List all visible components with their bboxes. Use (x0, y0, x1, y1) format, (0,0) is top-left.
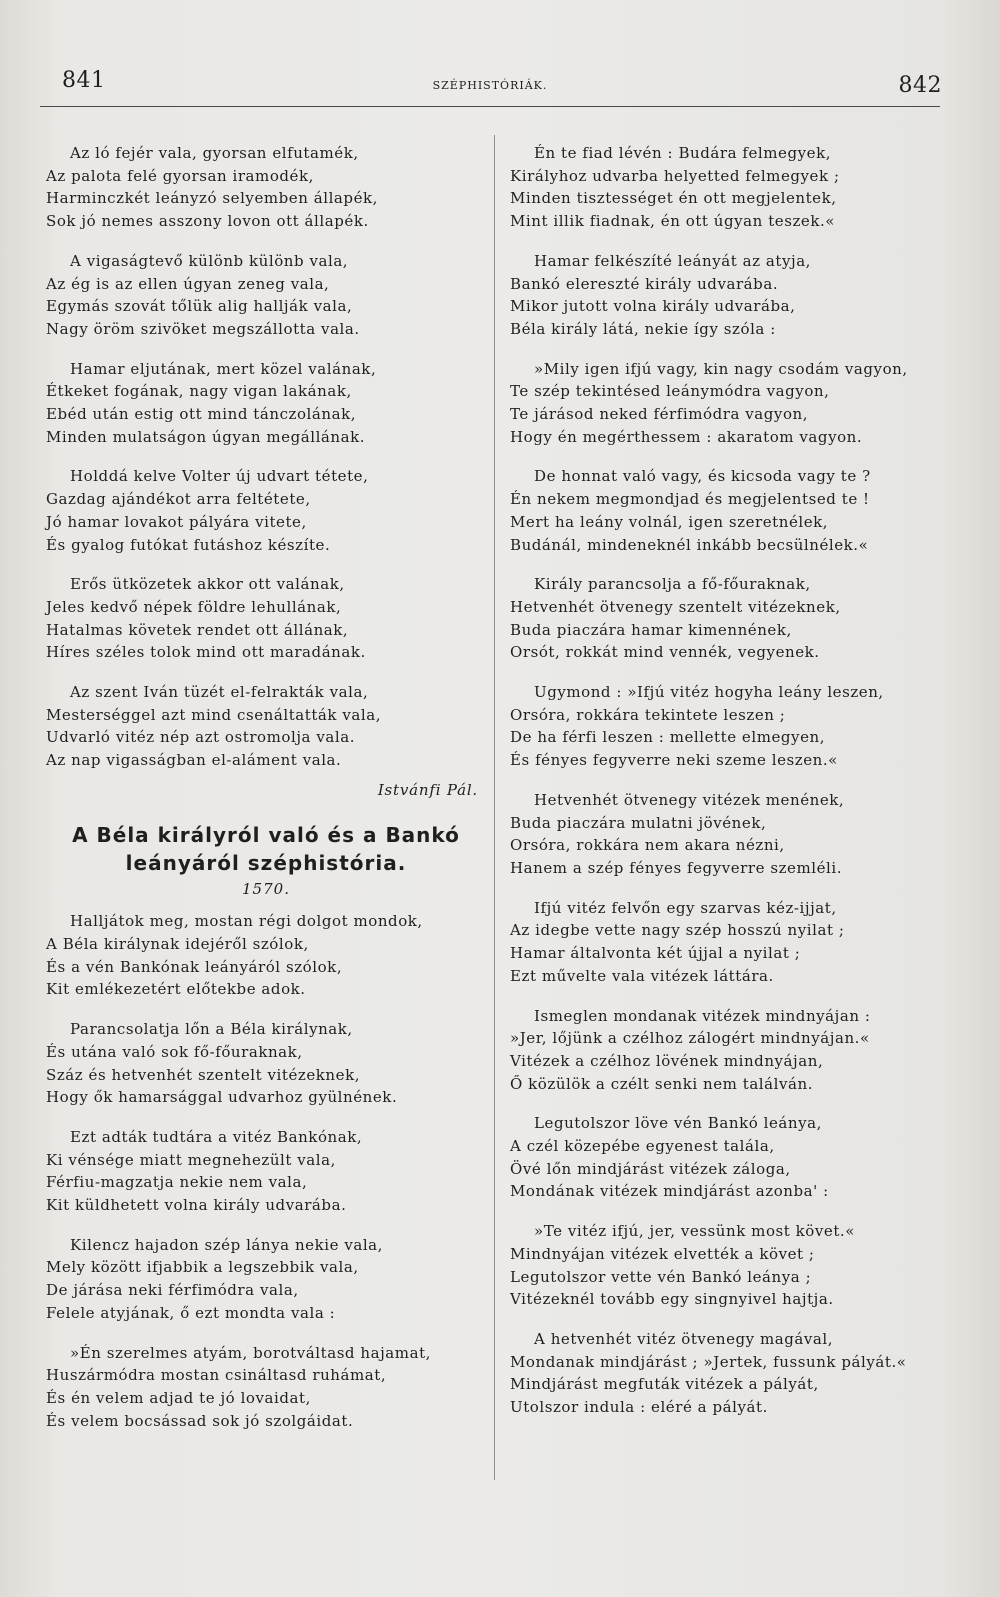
left-stanzas-top (46, 142, 486, 772)
stanza (46, 358, 486, 449)
left-column (46, 142, 486, 1449)
verse-line: Mint illik fiadnak, én ott úgyan teszek.« (510, 212, 836, 231)
verse-line: Jó hamar lovakot pályára vitete, (46, 512, 307, 531)
stanza (46, 1126, 486, 1217)
verse-line: Királyhoz udvarba helyetted felmegyek ; (510, 166, 840, 185)
poem-title-line-2: leányáról széphistória. (125, 850, 407, 875)
verse-line: Udvarló vitéz nép azt ostromolja vala. (46, 728, 356, 747)
page-header (40, 68, 940, 104)
stanza (510, 465, 960, 556)
verse-line: Bankó elereszté király udvarába. (510, 274, 779, 293)
verse-line: Vitézek a czélhoz lövének mindnyájan, (510, 1051, 824, 1070)
verse-line: Hetvenhét ötvenegy szentelt vitézeknek, (510, 597, 841, 616)
verse-line: Gazdag ajándékot arra feltétete, (46, 490, 311, 509)
verse-line: Híres széles tolok mind ott maradának. (46, 643, 366, 662)
verse-line: És velem bocsássad sok jó szolgáidat. (46, 1411, 354, 1430)
stanza (510, 789, 960, 880)
verse-line: Hamar felkészíté leányát az atyja, (534, 251, 812, 270)
verse-line: »Jer, lőjünk a czélhoz zálogért mindnyájan.« (510, 1029, 870, 1048)
verse-line: Hamar eljutának, mert közel valának, (70, 359, 377, 378)
verse-line: Nagy öröm szivöket megszállotta vala. (46, 319, 360, 338)
verse-line: Minden tisztességet én ott megjelentek, (510, 189, 837, 208)
verse-line: Hamar általvonta két újjal a nyilat ; (510, 944, 801, 963)
verse-line: Ezt művelte vala vitézek láttára. (510, 966, 774, 985)
stanza (46, 573, 486, 664)
stanza (510, 681, 960, 772)
stanza (46, 910, 486, 1001)
verse-line: Te szép tekintésed leánymódra vagyon, (510, 382, 830, 401)
verse-line: Ezt adták tudtára a vitéz Bankónak, (70, 1127, 363, 1146)
verse-line: Te járásod neked férfimódra vagyon, (510, 405, 809, 424)
verse-line: »Én szerelmes atyám, borotváltasd hajamat, (70, 1343, 431, 1362)
verse-line: Legutolszor löve vén Bankó leánya, (534, 1114, 822, 1133)
right-column (510, 142, 960, 1436)
verse-line: »Mily igen ifjú vagy, kin nagy csodám vagyon, (534, 359, 908, 378)
verse-line: Hetvenhét ötvenegy vitézek menének, (534, 790, 845, 809)
verse-line: Kit emlékezetért előtekbe adok. (46, 980, 306, 999)
verse-line: Erős ütközetek akkor ott valának, (70, 575, 345, 594)
page-number-right: 842 (898, 73, 942, 98)
verse-line: És gyalog futókat futáshoz készíte. (46, 535, 331, 554)
stanza (46, 1234, 486, 1325)
verse-line: Az ég is az ellen úgyan zeneg vala, (46, 274, 330, 293)
verse-line: Övé lőn mindjárást vitézek záloga, (510, 1159, 791, 1178)
verse-line: Mondának vitézek mindjárást azonba' : (510, 1182, 829, 1201)
column-divider (494, 135, 495, 1480)
verse-line: Buda piaczára mulatni jövének, (510, 813, 767, 832)
verse-line: Vitézeknél tovább egy singnyivel hajtja. (510, 1290, 834, 1309)
verse-line: Ugymond : »Ifjú vitéz hogyha leány leszen, (534, 683, 884, 702)
verse-line: Parancsolatja lőn a Béla királynak, (70, 1020, 353, 1039)
verse-line: Hatalmas követek rendet ott állának, (46, 620, 349, 639)
verse-line: A Béla királynak idejéről szólok, (46, 934, 309, 953)
poem-year: 1570. (242, 879, 290, 898)
verse-line: Én te fiad lévén : Budára felmegyek, (534, 144, 832, 162)
verse-line: Hanem a szép fényes fegyverre szemléli. (510, 858, 843, 877)
verse-line: Kilencz hajadon szép lánya nekie vala, (70, 1235, 383, 1254)
verse-line: Sok jó nemes asszony lovon ott állapék. (46, 212, 369, 231)
verse-line: Az ló fejér vala, gyorsan elfutamék, (70, 144, 359, 162)
verse-line: Mesterséggel azt mind csenáltatták vala, (46, 705, 382, 724)
stanza (46, 465, 486, 556)
stanza (510, 1112, 960, 1203)
header-rule (40, 106, 940, 107)
verse-line: Budánál, mindeneknél inkább becsülnélek.« (510, 535, 869, 554)
verse-line: Király parancsolja a fő-főuraknak, (534, 575, 811, 594)
right-stanzas (510, 142, 960, 1419)
verse-line: De járása neki férfimódra vala, (46, 1281, 299, 1300)
poem-title-line-1: A Béla királyról való és a Bankó (72, 822, 460, 847)
verse-line: Mely között ifjabbik a legszebbik vala, (46, 1258, 359, 1277)
verse-line: De ha férfi leszen : mellette elmegyen, (510, 728, 826, 747)
verse-line: És a vén Bankónak leányáról szólok, (46, 957, 343, 976)
stanza (510, 358, 960, 449)
verse-line: Mondanak mindjárást ; »Jertek, fussunk pályát.« (510, 1352, 907, 1371)
stanza (510, 250, 960, 341)
verse-line: Az nap vigasságban el-aláment vala. (46, 751, 342, 770)
stanza (510, 573, 960, 664)
verse-line: Ő közülök a czélt senki nem találván. (510, 1074, 814, 1093)
verse-line: Buda piaczára hamar kimennének, (510, 620, 792, 639)
verse-line: Az idegbe vette nagy szép hosszú nyilat ; (510, 921, 845, 940)
verse-line: Utolszor indula : eléré a pályát. (510, 1398, 768, 1417)
verse-line: Felele atyjának, ő ezt mondta vala : (46, 1303, 336, 1322)
verse-line: Ebéd után estig ott mind tánczolának, (46, 405, 357, 424)
verse-line: Férfiu-magzatja nekie nem vala, (46, 1173, 308, 1192)
verse-line: Egymás szovát tőlük alig hallják vala, (46, 297, 353, 316)
verse-line: Legutolszor vette vén Bankó leánya ; (510, 1267, 812, 1286)
verse-line: Orsót, rokkát mind vennék, vegyenek. (510, 643, 820, 662)
verse-line: Mindnyájan vitézek elvették a követ ; (510, 1244, 815, 1263)
verse-line: Jeles kedvő népek földre lehullának, (46, 597, 342, 616)
verse-line: Mikor jutott volna király udvarába, (510, 297, 796, 316)
verse-line: Huszármódra mostan csináltasd ruhámat, (46, 1366, 387, 1385)
author-signature: Istvánfi Pál. (377, 780, 478, 799)
verse-line: Orsóra, rokkára nem akara nézni, (510, 836, 785, 855)
verse-line: Mert ha leány volnál, igen szeretnélek, (510, 512, 829, 531)
verse-line: Hogy ők hamarsággal udvarhoz gyülnének. (46, 1088, 398, 1107)
verse-line: Holddá kelve Volter új udvart tétete, (70, 467, 369, 486)
verse-line: Én nekem megmondjad és megjelentsed te ! (510, 490, 870, 509)
verse-line: Ki vénsége miatt megnehezült vala, (46, 1150, 336, 1169)
stanza (46, 1018, 486, 1109)
verse-line: És utána való sok fő-főuraknak, (46, 1042, 303, 1061)
verse-line: De honnat való vagy, és kicsoda vagy te ? (534, 467, 871, 486)
verse-line: Minden mulatságon úgyan megállának. (46, 427, 366, 446)
stanza (46, 681, 486, 772)
verse-line: Orsóra, rokkára tekintete leszen ; (510, 705, 786, 724)
verse-line: Száz és hetvenhét szentelt vitézeknek, (46, 1065, 361, 1084)
verse-line: Hogy én megérthessem : akaratom vagyon. (510, 427, 863, 446)
running-title: SZÉPHISTÓRIÁK. (432, 79, 548, 92)
verse-line: »Te vitéz ifjú, jer, vessünk most követ.« (534, 1222, 855, 1241)
verse-line: Ifjú vitéz felvőn egy szarvas kéz-ijjat, (534, 898, 837, 917)
verse-line: És fényes fegyverre neki szeme leszen.« (510, 751, 838, 770)
verse-line: Az palota felé gyorsan iramodék, (46, 166, 314, 185)
stanza (510, 1005, 960, 1096)
verse-line: Halljátok meg, mostan régi dolgot mondok, (70, 912, 423, 931)
verse-line: Kit küldhetett volna király udvarába. (46, 1196, 347, 1215)
stanza (46, 142, 486, 233)
verse-line: Mindjárást megfuták vitézek a pályát, (510, 1375, 819, 1394)
verse-line: Az szent Iván tüzét el-felrakták vala, (70, 683, 369, 702)
verse-line: És én velem adjad te jó lovaidat, (46, 1388, 311, 1407)
stanza (46, 1342, 486, 1433)
page-number-left: 841 (62, 68, 106, 93)
left-stanzas-bottom (46, 910, 486, 1432)
verse-line: Béla király látá, nekie így szóla : (510, 319, 776, 338)
stanza (46, 250, 486, 341)
verse-line: Harminczkét leányzó selyemben állapék, (46, 189, 378, 208)
stanza (510, 1328, 960, 1419)
verse-line: Étkeket fogának, nagy vigan lakának, (46, 382, 352, 401)
stanza (510, 897, 960, 988)
verse-line: A hetvenhét vitéz ötvenegy magával, (534, 1329, 834, 1348)
stanza (510, 1220, 960, 1311)
verse-line: Ismeglen mondanak vitézek mindnyájan : (534, 1006, 871, 1025)
verse-line: A vigaságtevő különb különb vala, (70, 251, 349, 270)
stanza (510, 142, 960, 233)
verse-line: A czél közepébe egyenest talála, (510, 1137, 775, 1156)
